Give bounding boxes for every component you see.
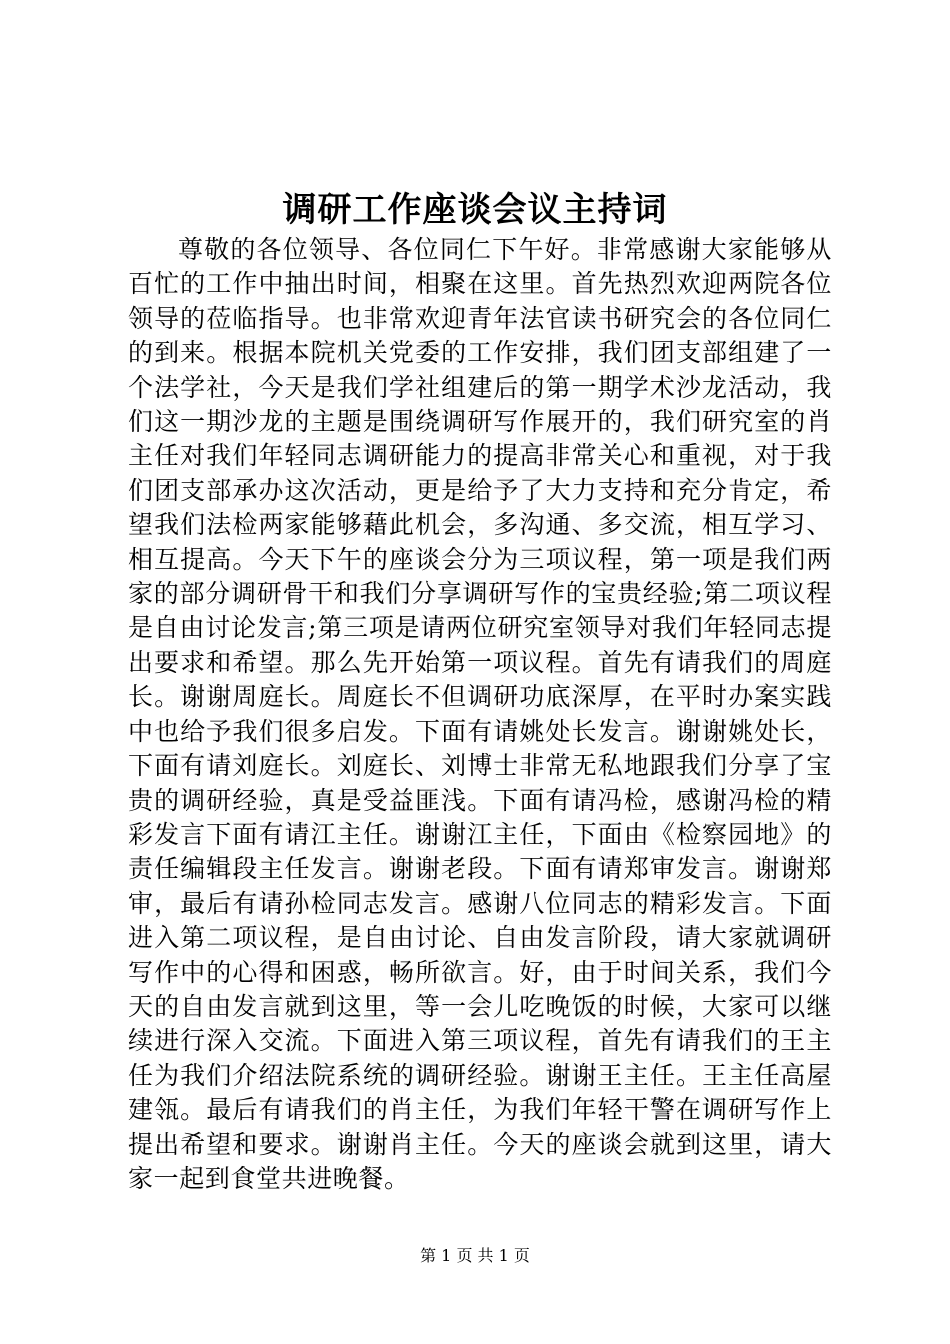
page-number-footer: 第 1 页 共 1 页 [420, 1246, 530, 1265]
document-body-paragraph: 尊敬的各位领导、各位同仁下午好。非常感谢大家能够从百忙的工作中抽出时间，相聚在这里。首先热烈欢迎两院各位领导的莅临指导。也非常欢迎青年法官读书研究会的各位同仁的到来。根据本院机关党委的工作安排，我们团支部组建了一个法学社，今天是我们学社组建后的第一期学术沙龙活动，我们这一期沙龙的主题是围绕调研写作展开的，我们研究室的肖主任对我们年轻同志调研能力的提高非常关心和重视，对于我们团支部承办这次活动，更是给予了大力支持和充分肯定，希望我们法检两家能够藉此机会，多沟通、多交流，相互学习、相互提高。今天下午的座谈会分为三项议程，第一项是我们两家的部分调研骨干和我们分享调研写作的宝贵经验;第二项议程是自由讨论发言;第三项是请两位研究室领导对我们年轻同志提出要求和希望。那么先开始第一项议程。首先有请我们的周庭长。谢谢周庭长。周庭长不但调研功底深厚，在平时办案实践中也给予我们很多启发。下面有请姚处长发言。谢谢姚处长，下面有请刘庭长。刘庭长、刘博士非常无私地跟我们分享了宝贵的调研经验，真是受益匪浅。下面有请冯检，感谢冯检的精彩发言下面有请江主任。谢谢江主任，下面由《检察园地》的责任编辑段主任发言。谢谢老段。下面有请郑审发言。谢谢郑审，最后有请孙检同志发言。感谢八位同志的精彩发言。下面进入第二项议程，是自由讨论、自由发言阶段，请大家就调研写作中的心得和困惑，畅所欲言。好，由于时间关系，我们今天的自由发言就到这里，等一会儿吃晚饭的时候，大家可以继续进行深入交流。下面进入第三项议程，首先有请我们的王主任为我们介绍法院系统的调研经验。谢谢王主任。王主任高屋建瓴。最后有请我们的肖主任，为我们年轻干警在调研写作上提出希望和要求。谢谢肖主任。今天的座谈会就到这里，请大家一起到食堂共进晚餐。 [128, 235, 832, 1193]
document-title: 调研工作座谈会议主持词 [282, 190, 668, 230]
